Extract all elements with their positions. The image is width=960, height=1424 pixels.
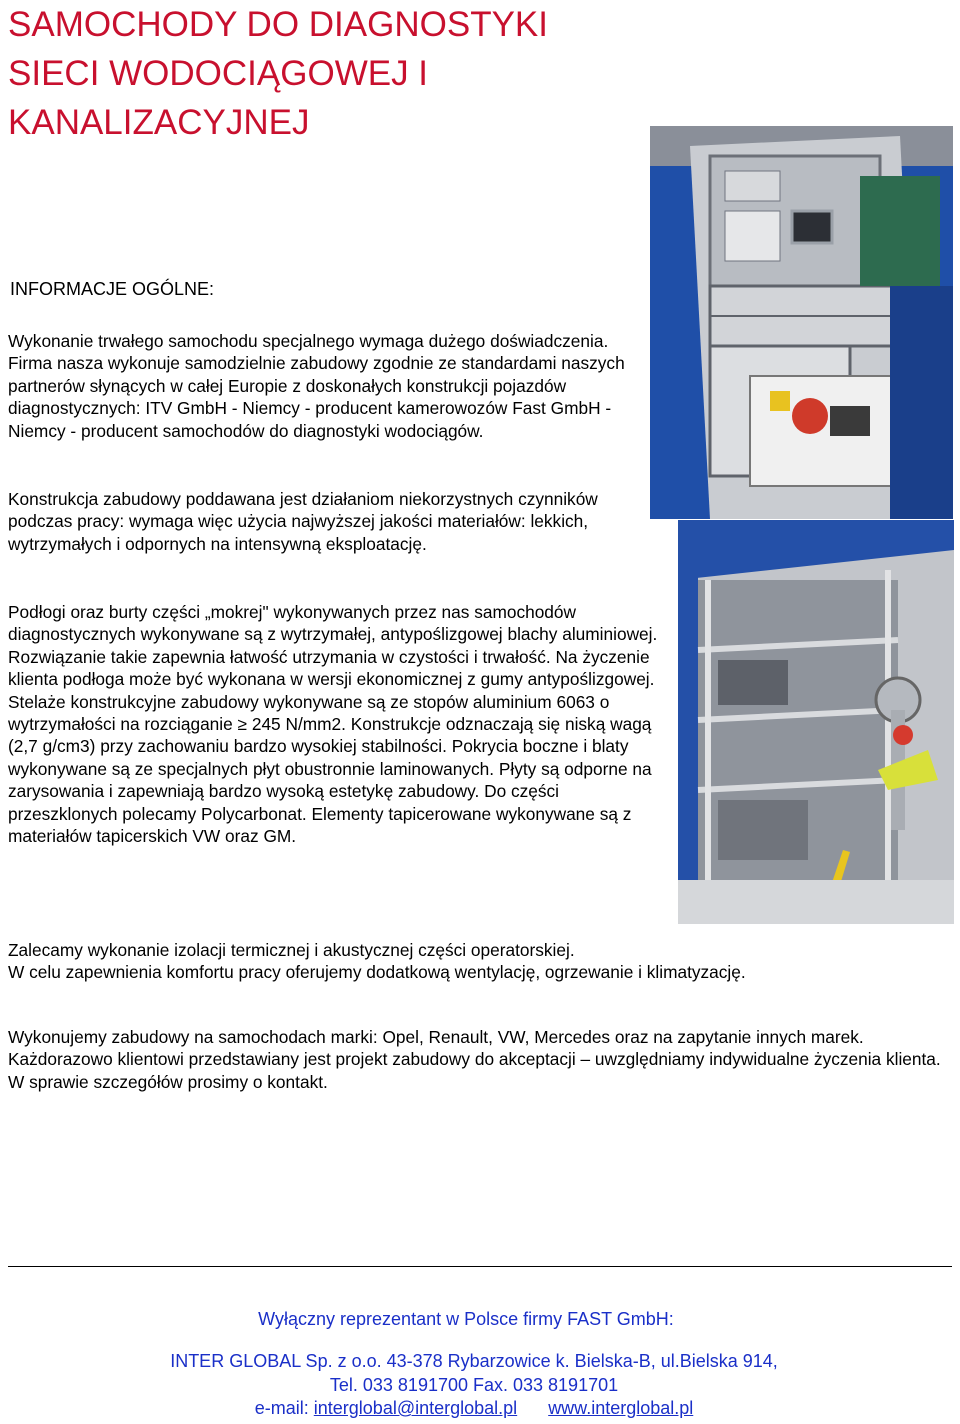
paragraph-options: [8, 939, 958, 984]
paragraph-vehicles: Wykonujemy zabudowy na samochodach marki: Opel, Renault, VW, Mercedes oraz na zapytanie innych marek. Każdorazowo klientowi przedstawiany jest projekt zabudowy do akceptacji – uwzględniamy indywidualne życzenia klienta. W sprawie szczegółów prosimy o kontakt.: [8, 1027, 941, 1092]
title-line-3: KANALIZACYJNEJ: [8, 103, 310, 142]
footer-address: INTER GLOBAL Sp. z o.o. 43-378 Rybarzowice k. Bielska-B, ul.Bielska 914,: [170, 1351, 778, 1371]
title-line-2: SIECI WODOCIĄGOWEJ I: [8, 54, 429, 93]
footer-contact: [0, 1397, 954, 1419]
van-interior-photo-shelves: [678, 520, 954, 924]
footer-phone: Tel. 033 8191700 Fax. 033 8191701: [329, 1375, 619, 1395]
options-line-comfort: W celu zapewnienia komfortu pracy oferujemy dodatkową wentylację, ogrzewanie i klimatyzację.: [8, 962, 746, 983]
email-link[interactable]: interglobal@interglobal.pl: [313, 1398, 518, 1418]
paragraph-materials: Podłogi oraz burty części „mokrej" wykonywanych przez nas samochodów diagnostycznych wykonywane są z wytrzymałej, antypoślizgowej blachy aluminiowej. Rozwiązanie takie zapewnia łatwość utrzymania w czystości i trwałość. Na życzenie klienta podłoga może być wykonana w wersji ekonomicznej z gumy antypoślizgowej. Stelaże konstrukcyjne zabudowy wykonywane są ze stopów aluminium 6063 o wytrzymałości na rozciąganie ≥ 245 N/mm2. Konstrukcje odznaczają się niską wagą (2,7 g/cm3) przy zachowaniu bardzo wysokiej stabilności. Pokrycia boczne i blaty wykonywane są ze specjalnych płyt obustronnie laminowanych. Płyty są odporne na zarysowania i zapewniają bardzo wysoką estetykę zabudowy. Do części przeszklonych polecamy Polycarbonat. Elementy tapicerowane wykonywane są z materiałów tapicerskich VW oraz GM.: [8, 602, 658, 847]
footer-divider: [8, 1266, 952, 1267]
paragraph-construction: Konstrukcja zabudowy poddawana jest działaniom niekorzystnych czynników podczas pracy: wymaga więc użycia najwyższej jakości materiałów: lekkich, wytrzymałych i odpornych na intensywną eksploatację.: [8, 489, 598, 554]
section-heading: INFORMACJE OGÓLNE:: [10, 279, 215, 299]
website-link[interactable]: www.interglobal.pl: [548, 1398, 694, 1418]
paragraph-intro: Wykonanie trwałego samochodu specjalnego wymaga dużego doświadczenia. Firma nasza wykonuje samodzielnie zabudowy zgodnie ze standardami naszych partnerów słynących w całej Europie z doskonałych konstrukcji pojazdów diagnostycznych: ITV GmbH - Niemcy - producent kamerowozów Fast GmbH -Niemcy - producent samochodów do diagnostyki wodociągów.: [8, 331, 625, 441]
title-line-1: SAMOCHODY DO DIAGNOSTYKI: [8, 5, 548, 44]
footer-email-label: e-mail:: [254, 1398, 309, 1418]
options-line-insulation: Zalecamy wykonanie izolacji termicznej i akustycznej części operatorskiej.: [8, 940, 575, 960]
van-interior-photo-drawers: [650, 126, 953, 519]
footer-representative: Wyłączny reprezentant w Polsce firmy FAST GmbH:: [258, 1309, 674, 1329]
page-title: [8, 0, 648, 147]
